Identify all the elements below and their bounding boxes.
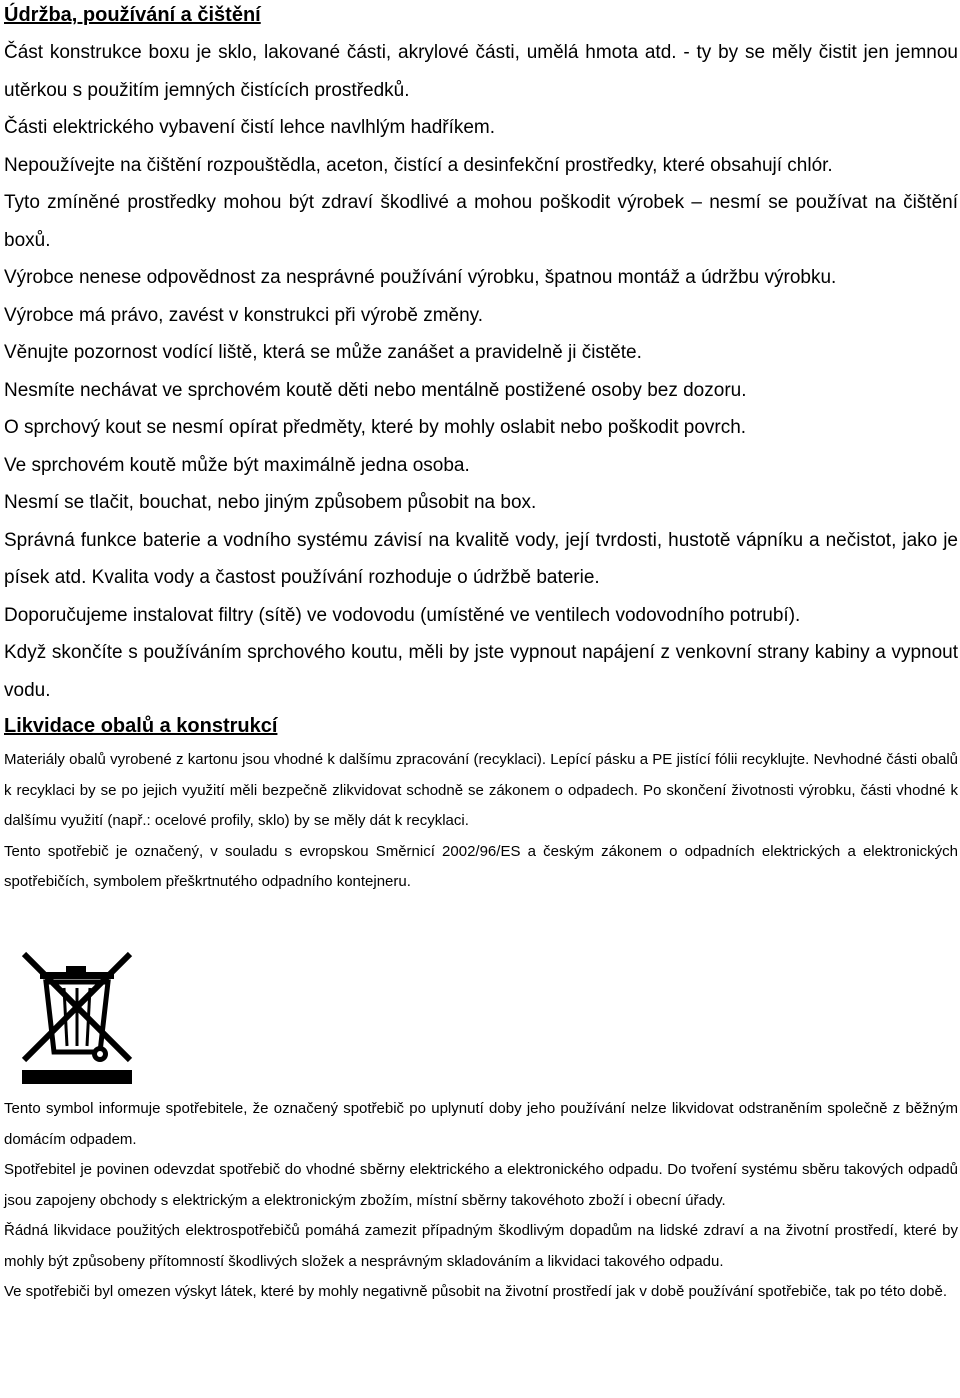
crossed-out-wheelie-bin-icon: [14, 948, 136, 1086]
paragraph: Části elektrického vybavení čistí lehce navlhlým hadříkem.: [4, 117, 496, 138]
paragraph: Spotřebitel je povinen odevzdat spotřebič do vhodné sběrny elektrického a elektronického odpadu. Do tvoření systému sběru takových odpadů jsou zapojeny obchody s elektrickým a elektronickým zbožím, místní sběrny takovéhoto zboží i obecní úřady.: [4, 1161, 958, 1209]
paragraph: Ve spotřebiči byl omezen výskyt látek, které by mohly negativně působit na životní prostředí jak v době používání spotřebiče, tak po této době.: [4, 1283, 948, 1300]
maintenance-section: [4, 34, 958, 709]
paragraph: Nesmíte nechávat ve sprchovém koutě děti nebo mentálně postižené osoby bez dozoru.: [4, 379, 747, 401]
section-heading-disposal: Likvidace obalů a konstrukcí: [4, 715, 278, 737]
disposal-info-section: [4, 1094, 958, 1308]
paragraph: Nesmí se tlačit, bouchat, nebo jiným způsobem působit na box.: [4, 492, 537, 513]
paragraph: Výrobce má právo, zavést v konstrukci při výrobě změny.: [4, 304, 484, 326]
paragraph: Řádná likvidace použitých elektrospotřebičů pomáhá zamezit případným škodlivým dopadům na lidské zdraví a na životní prostředí, které by mohly být způsobeny přítomností škodlivých složek a nesprávným skladováním a likvidaci takového odpadu.: [4, 1222, 958, 1270]
paragraph: Tyto zmíněné prostředky mohou být zdraví škodlivé a mohou poškodit výrobek – nesmí se používat na čištění boxů.: [4, 192, 958, 251]
paragraph: Část konstrukce boxu je sklo, lakované části, akrylové části, umělá hmota atd. - ty by se měly čistit jen jemnou utěrkou s použitím jemných čistících prostředků.: [4, 42, 958, 101]
paragraph: Tento symbol informuje spotřebitele, že označený spotřebič po uplynutí doby jeho používání nelze likvidovat odstraněním společně z běžným domácím odpadem.: [4, 1100, 958, 1148]
paragraph: Správná funkce baterie a vodního systému závisí na kvalitě vody, její tvrdosti, hustotě vápníku a nečistot, jako je písek atd. Kvalita vody a častost používání rozhoduje o údržbě baterie.: [4, 529, 958, 588]
paragraph: Nepoužívejte na čištění rozpouštědla, aceton, čistící a desinfekční prostředky, které obsahují chlór.: [4, 154, 833, 176]
paragraph: Výrobce nenese odpovědnost za nesprávné používání výrobku, špatnou montáž a údržbu výrobku.: [4, 267, 837, 288]
paragraph: O sprchový kout se nesmí opírat předměty, které by mohly oslabit nebo poškodit povrch.: [4, 417, 747, 438]
paragraph: Tento spotřebič je označený, v souladu s evropskou Směrnicí 2002/96/ES a českým zákonem o odpadních elektrických a elektronických spotřebičích, symbolem přeškrtnutého odpadního kontejneru.: [4, 842, 958, 890]
paragraph: Když skončíte s používáním sprchového koutu, měli by jste vypnout napájení z venkovní strany kabiny a vypnout vodu.: [4, 642, 958, 701]
paragraph: Věnujte pozornost vodící liště, která se může zanášet a pravidelně ji čistěte.: [4, 342, 642, 363]
paragraph: Materiály obalů vyrobené z kartonu jsou vhodné k dalšímu zpracování (recyklaci). Lepící pásku a PE jistící fólii recyklujte. Nevhodné části obalů k recyklaci by se po jejich využití měli bezpečně zlikvidovat schodně se zákonem o odpadech. Po skončení životnosti výrobku, části vhodné k dalšímu využití (např.: ocelové profily, sklo) by se měly dát k recyklaci.: [4, 751, 958, 829]
paragraph: Doporučujeme instalovat filtry (sítě) ve vodovodu (umístěné ve ventilech vodovodního potrubí).: [4, 604, 801, 626]
section-heading-maintenance: Údržba, používání a čištění: [4, 4, 261, 26]
paragraph: Ve sprchovém koutě může být maximálně jedna osoba.: [4, 454, 470, 476]
disposal-section: [4, 745, 958, 898]
